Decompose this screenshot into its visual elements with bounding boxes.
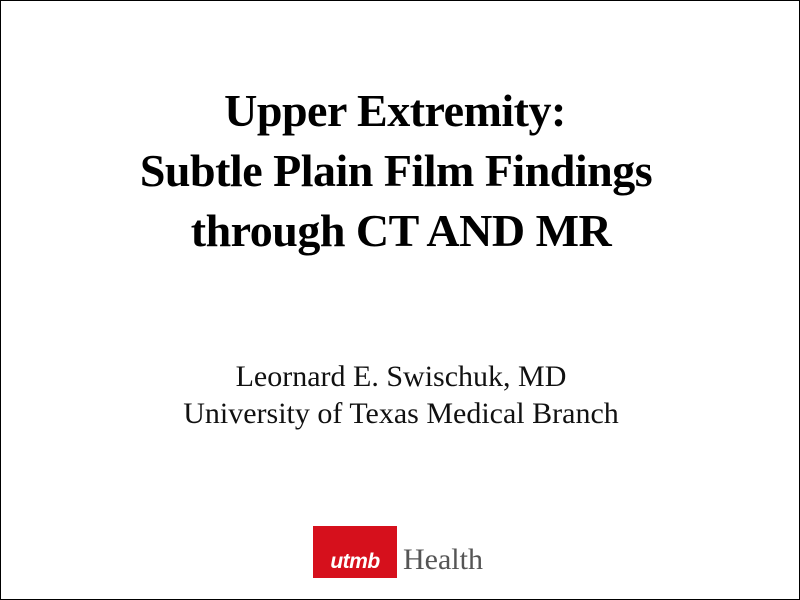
title-line-2: Subtle Plain Film Findings: [139, 145, 653, 196]
utmb-health-logo: [313, 526, 483, 578]
utmb-logo-mark: utmb: [330, 550, 380, 573]
utmb-logo-box: [313, 526, 397, 578]
title-line-3: through CT AND MR: [190, 205, 612, 256]
title-line-1: Upper Extremity:: [224, 85, 566, 136]
health-logo-text: Health: [403, 543, 483, 576]
author-affiliation: University of Texas Medical Branch: [183, 397, 619, 430]
author-block: [1, 358, 800, 432]
author-name: Leornard E. Swischuk, MD: [235, 360, 567, 393]
slide-title: [1, 81, 800, 261]
